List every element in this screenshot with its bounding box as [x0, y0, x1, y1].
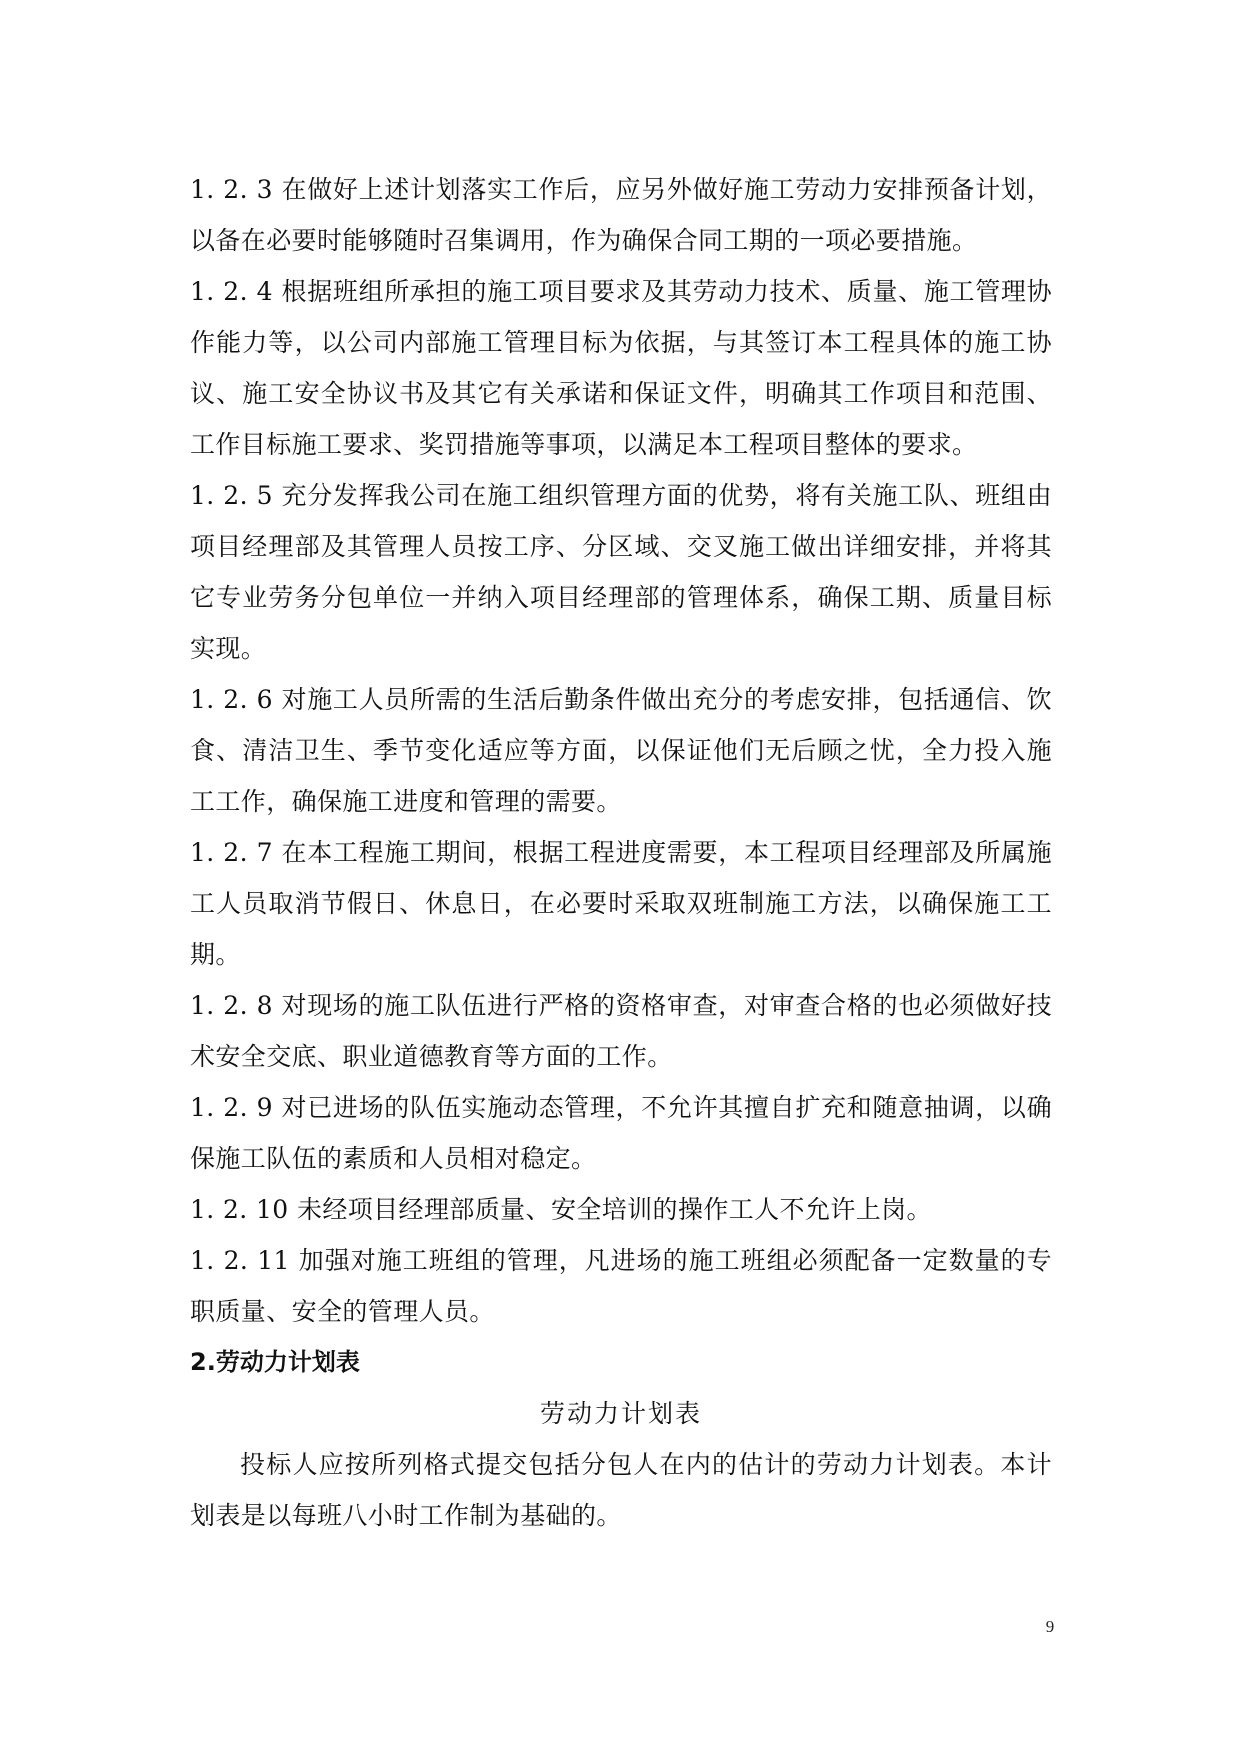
paragraph-1-2-4: 1. 2. 4 根据班组所承担的施工项目要求及其劳动力技术、质量、施工管理协作能力等，以公司内部施工管理目标为依据，与其签订本工程具体的施工协议、施工安全协议书及其它有关承诺和保证文件，明确其工作项目和范围、工作目标施工要求、奖罚措施等事项，以满足本工程项目整体的要求。: [190, 277, 1052, 459]
paragraph-1-2-9: 1. 2. 9 对已进场的队伍实施动态管理，不允许其擅自扩充和随意抽调，以确保施工队伍的素质和人员相对稳定。: [190, 1093, 1052, 1173]
paragraph-1-2-8: 1. 2. 8 对现场的施工队伍进行严格的资格审查，对审查合格的也必须做好技术安全交底、职业道德教育等方面的工作。: [190, 991, 1052, 1071]
paragraph-1-2-6: 1. 2. 6 对施工人员所需的生活后勤条件做出充分的考虑安排，包括通信、饮食、清洁卫生、季节变化适应等方面，以保证他们无后顾之忧，全力投入施工工作，确保施工进度和管理的需要。: [190, 685, 1052, 816]
paragraph-1-2-7: 1. 2. 7 在本工程施工期间，根据工程进度需要，本工程项目经理部及所属施工人员取消节假日、休息日，在必要时采取双班制施工方法，以确保施工工期。: [190, 838, 1052, 969]
table-title: 劳动力计划表: [539, 1399, 702, 1428]
paragraph-1-2-10: 1. 2. 10 未经项目经理部质量、安全培训的操作工人不允许上岗。: [190, 1195, 932, 1224]
page-number: 9: [1045, 1617, 1055, 1636]
paragraph-1-2-11: 1. 2. 11 加强对施工班组的管理，凡进场的施工班组必须配备一定数量的专职质量、安全的管理人员。: [190, 1246, 1052, 1326]
section-heading: 2.劳动力计划表: [190, 1348, 360, 1376]
document-body: [190, 164, 1052, 1541]
intro-paragraph: 投标人应按所列格式提交包括分包人在内的估计的劳动力计划表。本计划表是以每班八小时工作制为基础的。: [190, 1450, 1052, 1530]
paragraph-1-2-3: 1. 2. 3 在做好上述计划落实工作后，应另外做好施工劳动力安排预备计划，以备在必要时能够随时召集调用，作为确保合同工期的一项必要措施。: [190, 175, 1052, 255]
paragraph-1-2-5: 1. 2. 5 充分发挥我公司在施工组织管理方面的优势，将有关施工队、班组由项目经理部及其管理人员按工序、分区域、交叉施工做出详细安排，并将其它专业劳务分包单位一并纳入项目经理部的管理体系，确保工期、质量目标实现。: [190, 481, 1052, 663]
